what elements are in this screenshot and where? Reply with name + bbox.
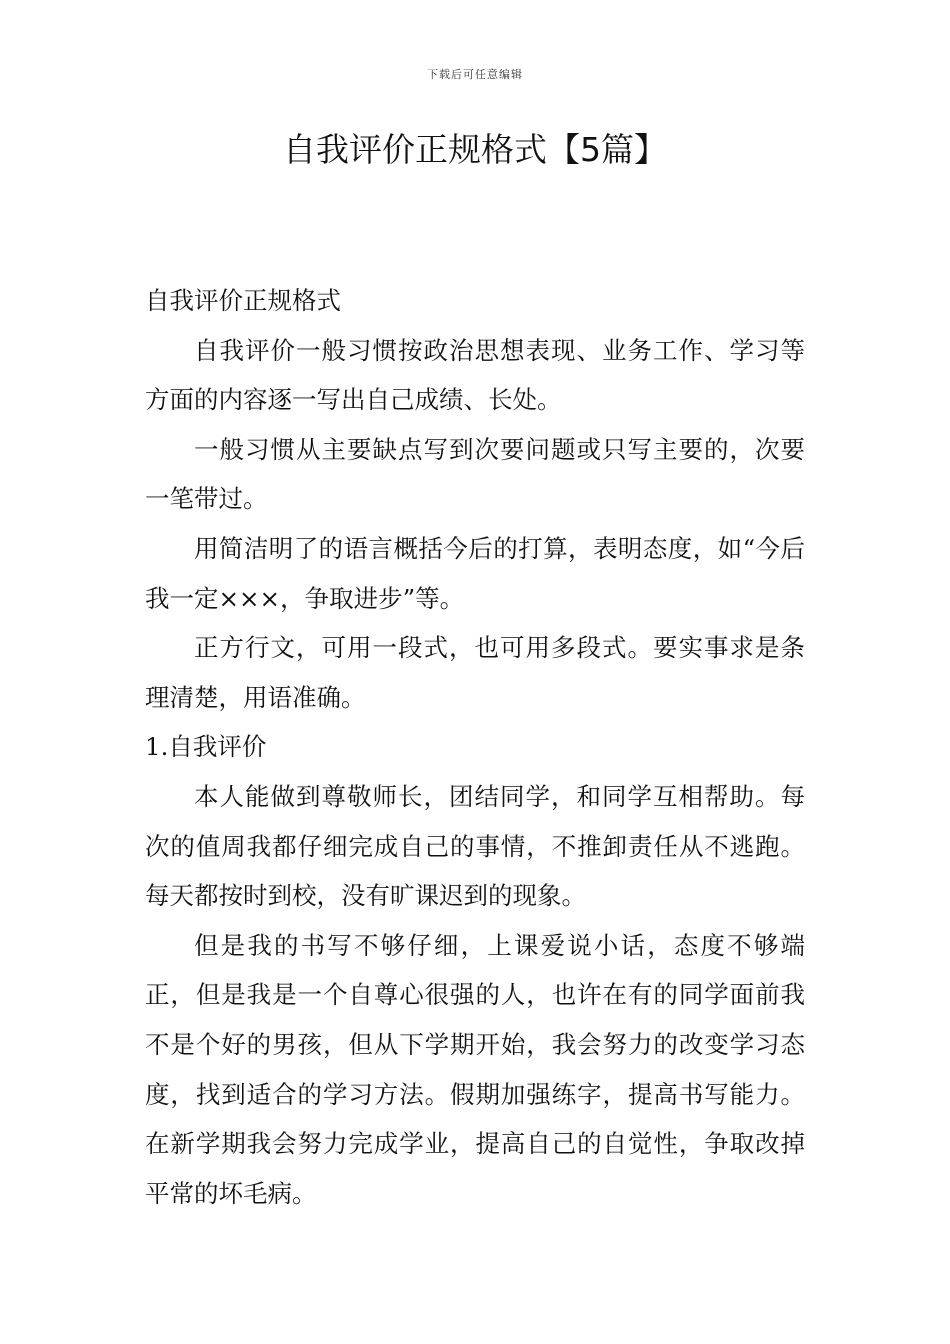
header-note: 下载后可任意编辑 (427, 68, 523, 81)
body-paragraph: 正方行文，可用一段式，也可用多段式。要实事求是条理清楚，用语准确。 (145, 633, 805, 712)
document-title: 自我评价正规格式【5篇】 (283, 130, 667, 169)
body-paragraph: 本人能做到尊敬师长，团结同学，和同学互相帮助。每次的值周我都仔细完成自己的事情，不推卸责任从不逃跑。每天都按时到校，没有旷课迟到的现象。 (145, 781, 805, 911)
body-paragraph: 用简洁明了的语言概括今后的打算，表明态度，如“今后我一定×××，争取进步”等。 (145, 533, 805, 613)
document-body (145, 276, 805, 1218)
section-heading: 1.自我评价 (145, 732, 267, 762)
section-heading: 自我评价正规格式 (145, 286, 341, 315)
body-paragraph: 一般习惯从主要缺点写到次要问题或只写主要的，次要一笔带过。 (145, 434, 805, 514)
body-paragraph: 自我评价一般习惯按政治思想表现、业务工作、学习等方面的内容逐一写出自己成绩、长处。 (145, 335, 805, 415)
body-paragraph: 但是我的书写不够仔细，上课爱说小话，态度不够端正，但是我是一个自尊心很强的人，也许在有的同学面前我不是个好的男孩，但从下学期开始，我会努力的改变学习态度，找到适合的学习方法。假期加强练字，提高书写能力。在新学期我会努力完成学业，提高自己的自觉性，争取改掉平常的坏毛病。 (145, 930, 805, 1208)
